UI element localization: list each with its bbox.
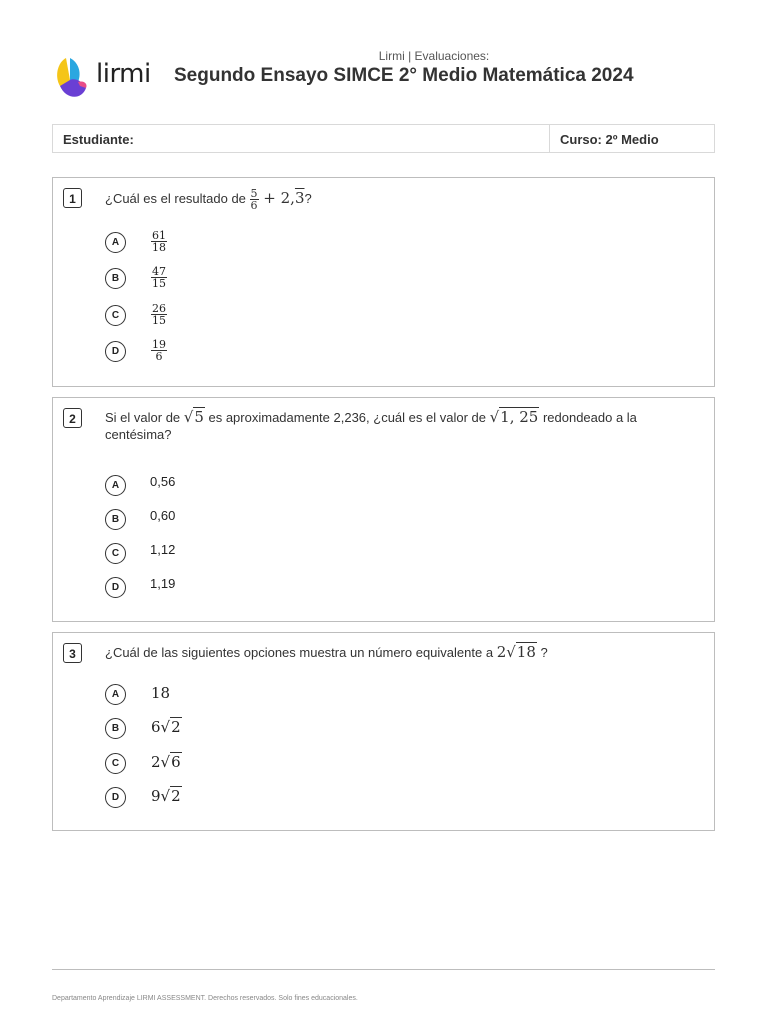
fraction-numerator: 19 xyxy=(152,338,166,351)
question-number: 1 xyxy=(63,188,82,208)
option-value: 0,56 xyxy=(150,474,176,489)
answer-bubble[interactable]: D xyxy=(105,341,126,362)
footer-text: Departamento Aprendizaje LIRMI ASSESSMENT. Derechos reservados. Solo fines educacionales. xyxy=(52,995,358,1002)
coefficient: 2 xyxy=(496,643,507,661)
coefficient: 18 xyxy=(151,684,171,702)
question-text-before: ¿Cuál es el resultado de xyxy=(105,190,250,206)
answer-bubble[interactable]: B xyxy=(105,268,126,289)
option-value: 1,12 xyxy=(150,542,176,557)
fraction xyxy=(151,303,167,326)
coefficient: 2 xyxy=(151,753,161,771)
fraction xyxy=(151,266,167,289)
fraction-denominator: 15 xyxy=(152,314,166,327)
question-text-part: centésima? xyxy=(105,427,172,442)
question-text xyxy=(105,644,548,661)
header-subtitle: Lirmi | Evaluaciones: xyxy=(378,49,490,63)
square-root: √6 xyxy=(160,753,181,771)
square-root: √2 xyxy=(160,787,181,805)
answer-bubble[interactable]: A xyxy=(105,684,126,705)
square-root: √2 xyxy=(160,718,181,736)
option-value: 0,60 xyxy=(150,508,176,523)
question-text xyxy=(105,188,312,211)
question-text-part: redondeado a la xyxy=(539,410,637,425)
option-value: 1,19 xyxy=(150,576,176,591)
question-text xyxy=(105,409,705,443)
answer-bubble[interactable]: D xyxy=(105,577,126,598)
answer-bubble[interactable]: B xyxy=(105,718,126,739)
radicand: 2 xyxy=(171,718,181,736)
option-value xyxy=(151,684,170,702)
answer-bubble[interactable]: D xyxy=(105,787,126,808)
answer-bubble[interactable]: C xyxy=(105,753,126,774)
question-text-after: ? xyxy=(304,190,312,206)
question-2 xyxy=(52,397,715,622)
answer-bubble[interactable]: B xyxy=(105,509,126,530)
fraction-denominator: 15 xyxy=(152,277,166,290)
radicand: 6 xyxy=(171,753,181,771)
question-number: 2 xyxy=(63,408,82,428)
answer-bubble[interactable]: C xyxy=(105,543,126,564)
footer-divider xyxy=(52,969,715,970)
student-info-table xyxy=(52,124,715,153)
fraction xyxy=(250,188,259,211)
option-value xyxy=(151,787,182,805)
fraction-denominator: 6 xyxy=(155,350,163,363)
question-text-before: ¿Cuál de las siguientes opciones muestra un número equivalente a xyxy=(105,645,497,660)
square-root: √1, 25 xyxy=(489,408,539,426)
option-value xyxy=(151,718,182,736)
repeating-digit: 3 xyxy=(294,188,305,207)
option-value xyxy=(151,230,167,253)
page-header xyxy=(52,48,716,108)
math-plus: + 2, xyxy=(258,188,295,207)
question-number: 3 xyxy=(63,643,82,663)
question-3 xyxy=(52,632,715,831)
fraction-denominator: 18 xyxy=(152,241,166,254)
radicand: 2 xyxy=(171,787,181,805)
course-label: Curso: 2º Medio xyxy=(560,132,659,147)
fraction-numerator: 26 xyxy=(152,302,166,315)
question-1 xyxy=(52,177,715,387)
fraction xyxy=(151,339,167,362)
answer-bubble[interactable]: C xyxy=(105,305,126,326)
fraction xyxy=(151,230,167,253)
square-root: √18 xyxy=(506,643,536,661)
page-title: Segundo Ensayo SIMCE 2° Medio Matemática 2024 xyxy=(174,65,634,86)
coefficient: 6 xyxy=(151,718,161,736)
radicand: 1, 25 xyxy=(500,408,539,426)
fraction-numerator: 5 xyxy=(250,187,258,200)
question-text-part: Si el valor de xyxy=(105,410,184,425)
answer-bubble[interactable]: A xyxy=(105,475,126,496)
student-label: Estudiante: xyxy=(63,132,134,147)
option-value xyxy=(151,339,167,362)
square-root: √5 xyxy=(183,408,204,426)
fraction-denominator: 6 xyxy=(250,199,258,212)
radicand: 18 xyxy=(516,643,536,661)
answer-bubble[interactable]: A xyxy=(105,232,126,253)
question-text-part: es aproximadamente 2,236, ¿cuál es el valor de xyxy=(204,410,490,425)
option-value xyxy=(151,753,182,771)
option-value xyxy=(151,266,167,289)
option-value xyxy=(151,303,167,326)
question-text-after: ? xyxy=(536,645,548,660)
radicand: 5 xyxy=(194,408,204,426)
math-expression xyxy=(259,189,305,207)
logo-wordmark: lirmi xyxy=(96,59,151,89)
fraction-numerator: 61 xyxy=(152,229,166,242)
info-divider xyxy=(549,125,550,152)
coefficient: 9 xyxy=(151,787,161,805)
fraction-numerator: 47 xyxy=(152,265,166,278)
